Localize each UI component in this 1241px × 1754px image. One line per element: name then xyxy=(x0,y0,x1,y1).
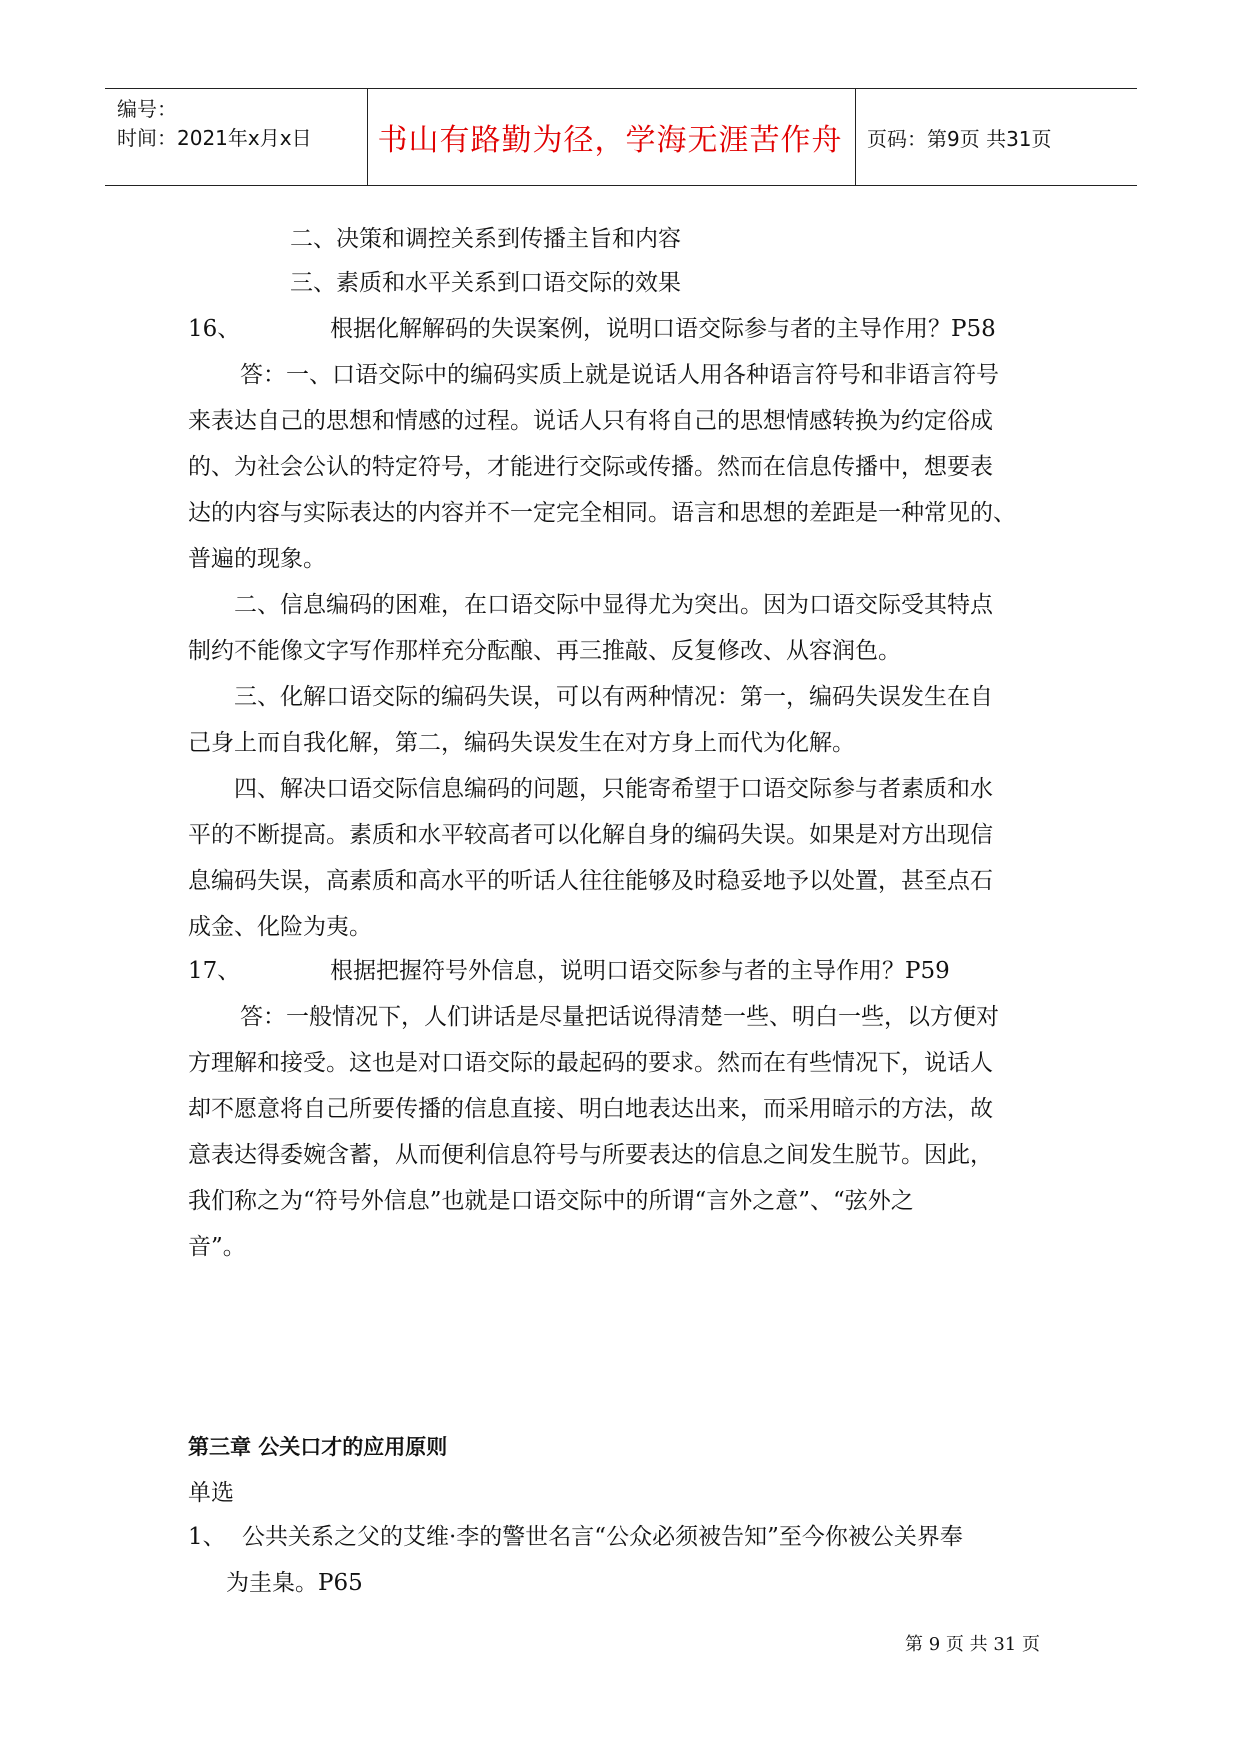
header-page-label: 页码：第9页 共31页 xyxy=(867,127,1052,151)
body-line: 的、为社会公认的特定符号，才能进行交际或传播。然而在信息传播中，想要表 xyxy=(188,454,993,480)
body-line: 二、决策和调控关系到传播主旨和内容 xyxy=(290,226,681,252)
body-line: 普遍的现象。 xyxy=(188,546,326,572)
body-line: 二、信息编码的困难，在口语交际中显得尤为突出。因为口语交际受其特点 xyxy=(234,592,993,618)
question-text: 公共关系之父的艾维·李的警世名言“公众必须被告知”至今你被公关界奉 xyxy=(242,1524,963,1550)
body-line: 平的不断提高。素质和水平较高者可以化解自身的编码失误。如果是对方出现信 xyxy=(188,822,993,848)
body-line: 三、素质和水平关系到口语交际的效果 xyxy=(290,270,681,296)
header-table xyxy=(105,88,1137,186)
number-label: 编号： xyxy=(117,97,177,121)
question-title: 根据化解解码的失误案例，说明口语交际参与者的主导作用？P58 xyxy=(330,316,996,342)
time-label: 时间：2021年x月x日 xyxy=(117,126,312,150)
chapter-title: 第三章 公关口才的应用原则 xyxy=(188,1435,448,1459)
body-line: 方理解和接受。这也是对口语交际的最起码的要求。然而在有些情况下，说话人 xyxy=(188,1050,993,1076)
page-footer: 第 9 页 共 31 页 xyxy=(905,1634,1040,1655)
body-line: 成金、化险为夷。 xyxy=(188,914,372,940)
body-line: 三、化解口语交际的编码失误，可以有两种情况：第一，编码失误发生在自 xyxy=(234,684,993,710)
body-line: 我们称之为“符号外信息”也就是口语交际中的所谓“言外之意”、“弦外之 xyxy=(188,1188,914,1214)
body-line: 四、解决口语交际信息编码的问题，只能寄希望于口语交际参与者素质和水 xyxy=(234,776,993,802)
body-line: 答：一般情况下，人们讲话是尽量把话说得清楚一些、明白一些，以方便对 xyxy=(240,1004,999,1030)
question-text: 为圭臬。P65 xyxy=(226,1570,363,1596)
body-line: 答：一、口语交际中的编码实质上就是说话人用各种语言符号和非语言符号 xyxy=(240,362,999,388)
body-line: 意表达得委婉含蓄，从而便利信息符号与所要表达的信息之间发生脱节。因此， xyxy=(188,1142,993,1168)
body-line: 达的内容与实际表达的内容并不一定完全相同。语言和思想的差距是一种常见的、 xyxy=(188,500,1016,526)
body-line: 来表达自己的思想和情感的过程。说话人只有将自己的思想情感转换为约定俗成 xyxy=(188,408,993,434)
body-line: 息编码失误，高素质和高水平的听话人往往能够及时稳妥地予以处置，甚至点石 xyxy=(188,868,993,894)
body-line: 音”。 xyxy=(188,1234,246,1260)
section-label: 单选 xyxy=(188,1480,234,1506)
question-number: 17、 xyxy=(188,958,241,984)
body-line: 制约不能像文字写作那样充分酝酿、再三推敲、反复修改、从容润色。 xyxy=(188,638,901,664)
body-line: 却不愿意将自己所要传播的信息直接、明白地表达出来，而采用暗示的方法，故 xyxy=(188,1096,993,1122)
header-motto: 书山有路勤为径，学海无涯苦作舟 xyxy=(377,123,843,158)
body-line: 己身上而自我化解，第二，编码失误发生在对方身上而代为化解。 xyxy=(188,730,855,756)
header-divider-2 xyxy=(855,89,856,185)
header-left-cell xyxy=(117,95,312,153)
question-number: 16、 xyxy=(188,316,241,342)
question-title: 根据把握符号外信息，说明口语交际参与者的主导作用？P59 xyxy=(330,958,950,984)
question-number: 1、 xyxy=(188,1524,226,1550)
